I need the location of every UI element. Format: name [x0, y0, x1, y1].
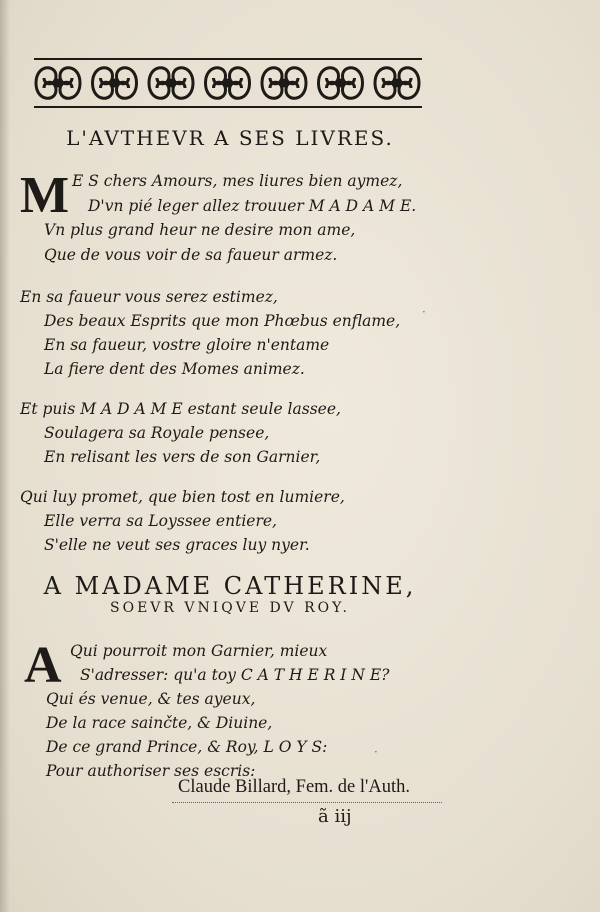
ornament-scroll — [286, 68, 306, 84]
dropcap-m: M — [20, 167, 70, 224]
ornament-scroll — [149, 68, 169, 84]
poem2-line-4: De la race sainčte, & Diuine, — [46, 714, 273, 732]
ornament-scroll — [230, 82, 250, 98]
poem1-line-2: D'vn pié leger allez trouuer M A D A M E. — [88, 197, 417, 215]
stray-mark: · — [422, 305, 426, 319]
poem1-line-5: En sa faueur vous serez estimez, — [20, 288, 278, 306]
page-gutter-shadow — [0, 0, 10, 912]
ornament-dot — [394, 80, 400, 86]
ornament-scroll — [117, 82, 137, 98]
ornament-scroll — [343, 82, 363, 98]
ornament-scroll — [319, 68, 339, 84]
poem1-line-8: La fiere dent des Momes animez. — [44, 360, 305, 378]
page-title: L'AVTHEVR A SES LIVRES. — [66, 126, 394, 150]
poem1-line-4: Que de vous voir de sa faueur armez. — [44, 246, 338, 264]
poem1-line-7: En sa faueur, vostre gloire n'entame — [44, 336, 330, 354]
poem1-line-14: S'elle ne veut ses graces luy nyer. — [44, 536, 310, 554]
ornament-dot — [112, 80, 118, 86]
poem1-line-13: Elle verra sa Loyssee entiere, — [44, 512, 277, 530]
ornament-scroll — [206, 82, 226, 98]
poem1-line-6: Des beaux Esprits que mon Phœbus enflame, — [44, 312, 401, 330]
dropcap-a: A — [24, 637, 62, 694]
ornament-scroll — [93, 68, 113, 84]
poem2-line-5: De ce grand Prince, & Roy, L O Y S: — [46, 738, 328, 756]
floral-band-ornament — [30, 56, 426, 110]
dedication-heading: A MADAME CATHERINE, — [43, 572, 417, 600]
dedication-subheading: SOEVR VNIQVE DV ROY. — [110, 600, 350, 616]
ornament-scroll — [60, 68, 80, 84]
ornament-scroll — [262, 68, 282, 84]
ornament-dot — [168, 80, 174, 86]
ornament-dot — [281, 80, 287, 86]
ornament-scroll — [173, 82, 193, 98]
poem1-line-1: E S chers Amours, mes liures bien aymez, — [72, 172, 403, 190]
signature-rule — [172, 802, 442, 803]
ornament-scroll — [206, 68, 226, 84]
signature-line: Claude Billard, Fem. de l'Auth. — [178, 777, 410, 797]
ornament-scroll — [149, 82, 169, 98]
poem1-line-9: Et puis M A D A M E estant seule lassee, — [20, 400, 341, 418]
poem1-line-10: Soulagera sa Royale pensee, — [44, 424, 270, 442]
poem1-line-12: Qui luy promet, que bien tost en lumiere, — [20, 488, 345, 506]
ornament-scroll — [173, 68, 193, 84]
ornament-scroll — [399, 82, 419, 98]
ornament-scroll — [36, 82, 56, 98]
ornament-scroll — [343, 68, 363, 84]
poem2-line-1: Qui pourroit mon Garnier, mieux — [70, 642, 328, 660]
ornament-scroll — [375, 68, 395, 84]
ornament-scroll — [60, 82, 80, 98]
ornament-dot — [225, 80, 231, 86]
ornament-dot — [338, 80, 344, 86]
stray-mark: · — [374, 745, 378, 759]
poem2-line-6: Pour authoriser ses escris: — [46, 762, 256, 780]
poem1-line-3: Vn plus grand heur ne desire mon ame, — [44, 221, 356, 239]
ornament-scroll — [36, 68, 56, 84]
ornament-scroll — [375, 82, 395, 98]
poem2-line-3: Qui és venue, & tes ayeux, — [46, 690, 256, 708]
ornament-scroll — [319, 82, 339, 98]
ornament-scroll — [230, 68, 250, 84]
folio-mark: ã iij — [318, 806, 352, 827]
ornament-dot — [55, 80, 61, 86]
ornament-scroll — [399, 68, 419, 84]
poem1-line-11: En relisant les vers de son Garnier, — [44, 448, 321, 466]
ornament-scroll — [286, 82, 306, 98]
poem2-line-2: S'adresser: qu'a toy C A T H E R I N E? — [80, 666, 390, 684]
ornament-scroll — [262, 82, 282, 98]
ornament-scroll — [117, 68, 137, 84]
ornament-scroll — [93, 82, 113, 98]
